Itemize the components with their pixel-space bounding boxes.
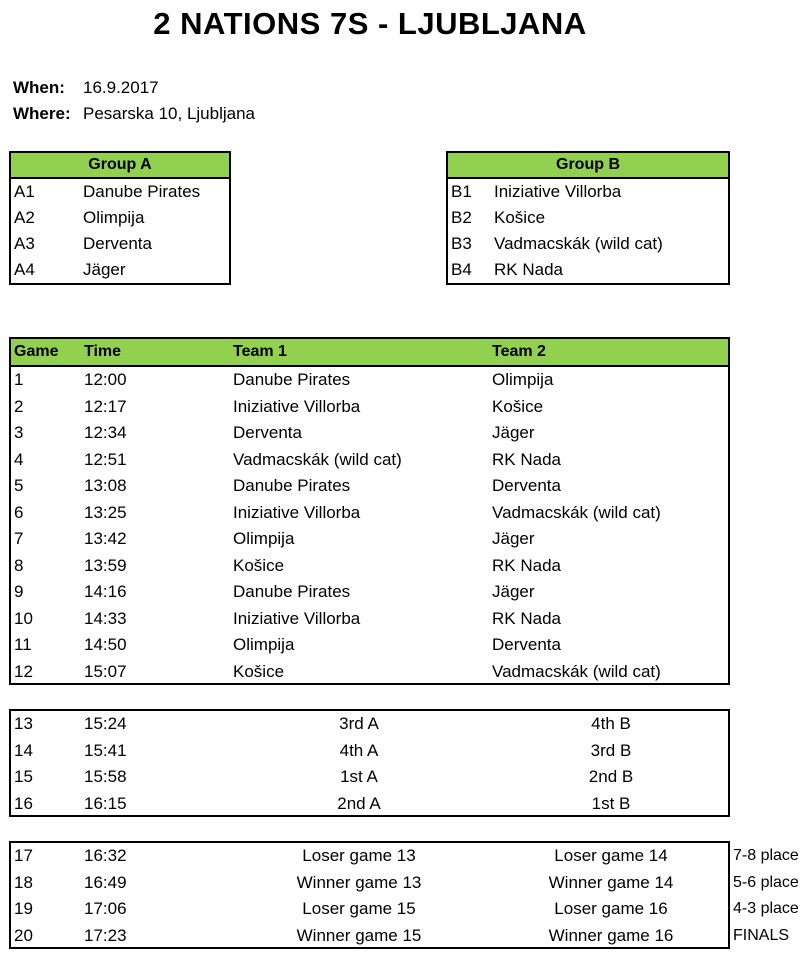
team1-cell: Winner game 15 (296, 925, 422, 945)
schedule-header-row (11, 339, 728, 367)
team-name: Danube Pirates (83, 182, 201, 201)
team2-cell: Vadmacskák (wild cat) (492, 661, 661, 681)
game-row (11, 896, 728, 923)
game-row (11, 447, 728, 474)
game-row (11, 473, 728, 500)
game-row (11, 764, 728, 791)
group-a-row (11, 205, 229, 231)
group-games-body (11, 367, 728, 685)
game-time: 16:32 (84, 846, 127, 865)
team2-cell: Winner game 16 (548, 925, 674, 945)
game-row (11, 870, 728, 897)
game-time: 13:42 (84, 529, 127, 548)
game-number: 14 (14, 740, 33, 760)
game-number: 15 (14, 767, 33, 786)
group-a-row (11, 257, 229, 283)
team1-cell: Loser game 13 (302, 846, 416, 865)
game-number: 12 (14, 661, 33, 681)
header-team2: Team 2 (492, 343, 546, 360)
game-number: 19 (14, 899, 33, 918)
team2-cell: Loser game 16 (554, 899, 668, 918)
game-row (11, 606, 728, 633)
where-label: Where: (13, 104, 71, 123)
game-time: 12:51 (84, 449, 127, 469)
game-time: 16:49 (84, 872, 127, 892)
game-time: 12:34 (84, 423, 127, 442)
game-row (11, 711, 728, 738)
group-b-row (448, 179, 728, 205)
team-name: Derventa (83, 234, 152, 253)
game-number: 1 (14, 370, 24, 389)
game-number: 16 (14, 793, 33, 813)
team-name: RK Nada (494, 260, 563, 279)
team-name: Jäger (83, 260, 126, 279)
game-row (11, 500, 728, 527)
game-number: 2 (14, 396, 24, 416)
team1-cell: Danube Pirates (233, 582, 351, 601)
header-team1: Team 1 (233, 343, 287, 360)
placement-games-body (11, 843, 728, 949)
when-line (13, 78, 159, 98)
game-row (11, 843, 728, 870)
group-a-header: Group A (11, 153, 229, 179)
team-code: B2 (451, 208, 472, 227)
game-time: 15:58 (84, 767, 127, 786)
game-time: 15:41 (84, 740, 127, 760)
team2-cell: RK Nada (492, 608, 561, 628)
team-name: Košice (494, 208, 546, 227)
team2-cell: Košice (492, 396, 544, 416)
when-label: When: (13, 78, 65, 97)
team-code: A4 (14, 260, 35, 279)
game-number: 13 (14, 714, 33, 733)
game-time: 14:33 (84, 608, 127, 628)
team2-cell: Loser game 14 (554, 846, 668, 865)
game-row (11, 526, 728, 553)
team-code: A1 (14, 182, 35, 201)
game-time: 14:50 (84, 635, 127, 654)
team-code: A3 (14, 234, 35, 253)
game-time: 15:24 (84, 714, 127, 733)
game-time: 12:17 (84, 396, 127, 416)
header-time: Time (84, 343, 122, 360)
team1-cell: Iniziative Villorba (233, 502, 361, 522)
team1-cell: Iniziative Villorba (233, 396, 361, 416)
game-number: 4 (14, 449, 24, 469)
team1-cell: 2nd A (337, 793, 381, 813)
team-code: B4 (451, 260, 472, 279)
when-value: 16.9.2017 (83, 78, 159, 97)
game-row (11, 659, 728, 686)
where-value: Pesarska 10, Ljubljana (83, 104, 256, 123)
game-row (11, 394, 728, 421)
team1-cell: 1st A (340, 767, 378, 786)
group-schedule-table (9, 337, 730, 685)
game-time: 14:16 (84, 582, 127, 601)
team-code: B3 (451, 234, 472, 253)
team-name: Iniziative Villorba (494, 182, 622, 201)
team-name: Vadmacskák (wild cat) (494, 234, 663, 253)
placement-label: 7-8 place (733, 847, 799, 864)
team1-cell: Danube Pirates (233, 476, 351, 495)
game-number: 20 (14, 925, 33, 945)
group-a-row (11, 231, 229, 257)
team1-cell: Winner game 13 (296, 872, 422, 892)
team2-cell: Olimpija (492, 370, 554, 389)
game-time: 17:23 (84, 925, 127, 945)
team2-cell: 1st B (591, 793, 631, 813)
game-number: 11 (14, 635, 32, 654)
game-number: 3 (14, 423, 24, 442)
header-game: Game (14, 343, 59, 360)
team2-cell: Vadmacskák (wild cat) (492, 502, 661, 522)
team2-cell: RK Nada (492, 449, 561, 469)
team1-cell: Derventa (233, 423, 302, 442)
team1-cell: Vadmacskák (wild cat) (233, 449, 402, 469)
team1-cell: Olimpija (233, 635, 295, 654)
team2-cell: 4th B (591, 714, 631, 733)
group-b-row (448, 231, 728, 257)
group-b-table (446, 151, 730, 285)
team2-cell: Derventa (492, 635, 561, 654)
placement-label: 4-3 place (733, 900, 799, 917)
team2-cell: Winner game 14 (548, 872, 674, 892)
game-number: 10 (14, 608, 33, 628)
game-time: 15:07 (84, 661, 127, 681)
placement-label: FINALS (733, 926, 790, 944)
game-row (11, 420, 728, 447)
placement-label: 5-6 place (733, 873, 799, 891)
group-b-row (448, 257, 728, 283)
cross-games-body (11, 711, 728, 817)
game-time: 12:00 (84, 370, 127, 389)
team1-cell: Košice (233, 661, 285, 681)
game-row (11, 923, 728, 950)
game-time: 13:08 (84, 476, 127, 495)
game-row (11, 791, 728, 818)
game-number: 7 (14, 529, 24, 548)
game-time: 13:25 (84, 502, 127, 522)
page-title: 2 NATIONS 7S - LJUBLJANA (153, 6, 587, 41)
game-number: 18 (14, 872, 33, 892)
team1-cell: Košice (233, 555, 285, 575)
placement-games-table (9, 841, 730, 949)
team-code: B1 (451, 182, 472, 201)
team2-cell: Jäger (492, 423, 535, 442)
game-row (11, 579, 728, 606)
game-time: 16:15 (84, 793, 127, 813)
team1-cell: 3rd A (339, 714, 379, 733)
game-number: 5 (14, 476, 24, 495)
team2-cell: Derventa (492, 476, 561, 495)
team-code: A2 (14, 208, 35, 227)
team2-cell: 2nd B (588, 767, 634, 786)
team1-cell: Iniziative Villorba (233, 608, 361, 628)
game-number: 17 (14, 846, 33, 865)
game-number: 8 (14, 555, 24, 575)
team-name: Olimpija (83, 208, 145, 227)
group-b-header: Group B (448, 153, 728, 179)
group-a-row (11, 179, 229, 205)
team2-cell: 3rd B (590, 740, 632, 760)
team2-cell: Jäger (492, 529, 535, 548)
game-time: 17:06 (84, 899, 127, 918)
cross-games-table (9, 709, 730, 817)
team1-cell: Olimpija (233, 529, 295, 548)
team2-cell: Jäger (492, 582, 535, 601)
game-number: 9 (14, 582, 24, 601)
group-a-table (9, 151, 231, 285)
where-line (13, 104, 255, 124)
game-row (11, 367, 728, 394)
game-number: 6 (14, 502, 24, 522)
game-row (11, 553, 728, 580)
game-time: 13:59 (84, 555, 127, 575)
team1-cell: Loser game 15 (302, 899, 416, 918)
team1-cell: Danube Pirates (233, 370, 351, 389)
game-row (11, 632, 728, 659)
team2-cell: RK Nada (492, 555, 561, 575)
team1-cell: 4th A (339, 740, 379, 760)
game-row (11, 738, 728, 765)
group-b-row (448, 205, 728, 231)
